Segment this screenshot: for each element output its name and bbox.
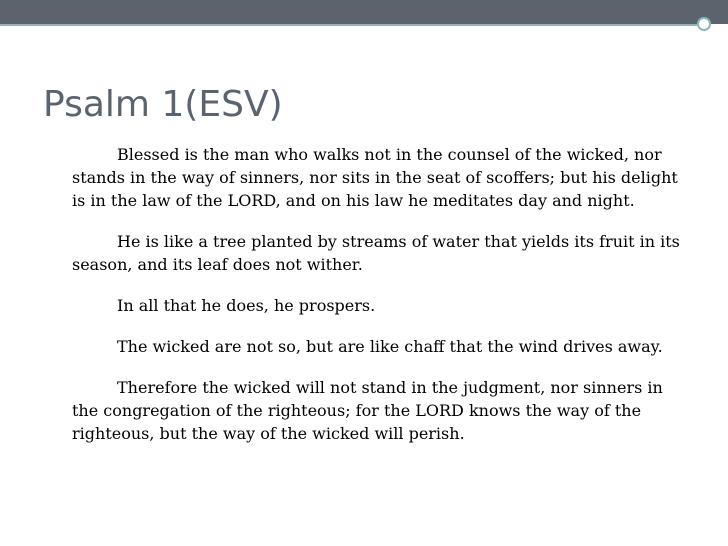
paragraph-4: The wicked are not so, but are like chaff that the wind drives away. xyxy=(117,337,663,356)
paragraph-5: Therefore the wicked will not stand in the judgment, nor sinners in the congregation of the righteous; for the LORD knows the way of the righteous, but the way of the wicked will perish. xyxy=(72,378,663,443)
paragraph-2: He is like a tree planted by streams of water that yields its fruit in its season, and its leaf does not wither. xyxy=(72,232,680,274)
accent-line xyxy=(0,24,700,26)
slide-title: Psalm 1(ESV) xyxy=(43,84,283,125)
paragraph-1: Blessed is the man who walks not in the counsel of the wicked, nor stands in the way of sinners, nor sits in the seat of scoffers; but his delight is in the law of the LORD, and on his law he meditates day and night. xyxy=(72,145,678,210)
accent-circle-icon xyxy=(697,17,711,31)
paragraph-3: In all that he does, he prospers. xyxy=(117,296,376,315)
top-bar xyxy=(0,0,728,24)
slide-body xyxy=(72,143,684,463)
